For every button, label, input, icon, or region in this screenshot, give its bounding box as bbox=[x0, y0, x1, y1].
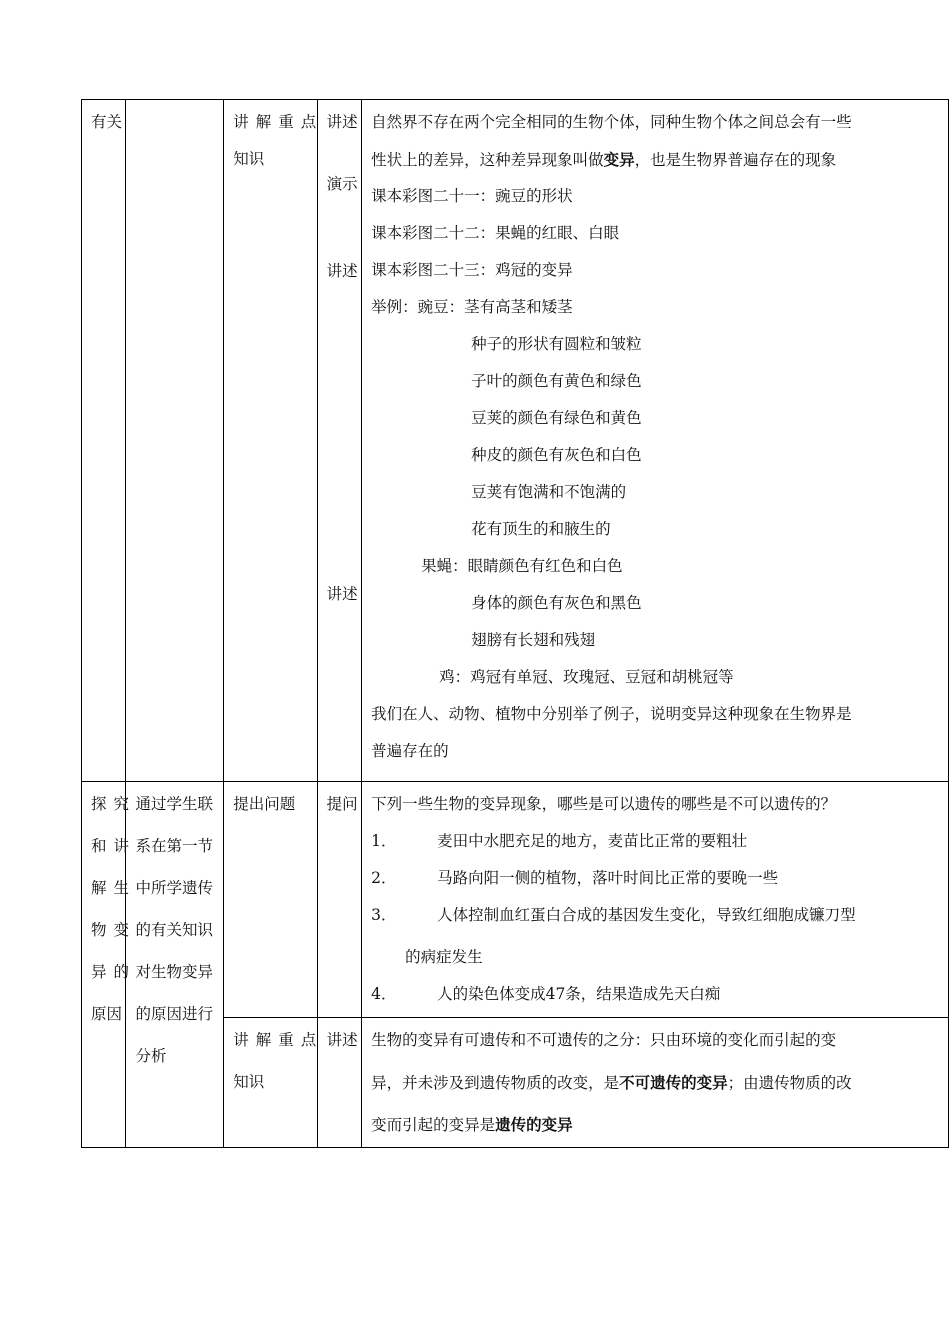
cell-content bbox=[362, 1018, 949, 1148]
content-line: 身体的颜色有灰色和黑色 bbox=[471, 594, 642, 612]
goal-text: 对生物变异 bbox=[135, 963, 213, 981]
list-item-continued: 的病症发生 bbox=[405, 948, 483, 966]
content-line: 豆荚的颜色有绿色和黄色 bbox=[471, 409, 642, 427]
content-line: 课本彩图二十三：鸡冠的变异 bbox=[371, 261, 573, 279]
lesson-table bbox=[81, 99, 949, 1148]
topic-text: 原因 bbox=[91, 1005, 123, 1023]
term-bold: 不可遗传的变异 bbox=[619, 1073, 728, 1092]
content-line: 举例：豌豆：茎有高茎和矮茎 bbox=[371, 298, 573, 316]
cell-activity bbox=[224, 782, 317, 1018]
content-line: 子叶的颜色有黄色和绿色 bbox=[471, 372, 642, 390]
cell-goal bbox=[126, 100, 224, 782]
content-text: 异，并未涉及到遗传物质的改变，是 bbox=[371, 1074, 620, 1092]
table-row bbox=[82, 100, 949, 782]
method-text: 讲述 bbox=[326, 585, 358, 603]
content-line: 果蝇：眼睛颜色有红色和白色 bbox=[421, 557, 623, 575]
content-text: ；由遗传物质的改 bbox=[727, 1074, 852, 1092]
item-text: 人的染色体变成47条，结果造成先天白痴 bbox=[437, 985, 721, 1003]
topic-text: 探究 bbox=[91, 795, 137, 813]
activity-text: 讲解重点 bbox=[233, 1031, 324, 1049]
cell-topic bbox=[82, 782, 137, 1148]
cell-content bbox=[362, 782, 949, 1018]
cell-topic bbox=[82, 100, 126, 782]
activity-text: 知识 bbox=[233, 1073, 265, 1091]
table-row bbox=[82, 782, 949, 1018]
topic-text: 物变 bbox=[91, 921, 137, 939]
item-number: 2． bbox=[371, 869, 397, 887]
item-text: 人体控制血红蛋白合成的基因发生变化，导致红细胞成镰刀型 bbox=[437, 906, 856, 924]
content-line: 翅膀有长翅和残翅 bbox=[471, 631, 596, 649]
content-line bbox=[371, 141, 940, 178]
topic-text: 异的 bbox=[91, 963, 137, 981]
item-number: 1． bbox=[371, 832, 397, 850]
list-item bbox=[371, 976, 940, 1013]
content-line: 自然界不存在两个完全相同的生物个体，同种生物个体之间总会有一些 bbox=[371, 113, 852, 131]
topic-text: 有关 bbox=[91, 113, 123, 131]
activity-text: 知识 bbox=[233, 150, 265, 168]
content-line: 普遍存在的 bbox=[371, 742, 449, 760]
goal-text: 中所学遗传 bbox=[135, 879, 213, 897]
cell-goal bbox=[126, 782, 224, 1148]
content-line: 花有顶生的和腋生的 bbox=[471, 520, 611, 538]
content-line: 课本彩图二十一：豌豆的形状 bbox=[371, 187, 573, 205]
item-number: 3． bbox=[371, 906, 397, 924]
item-text: 麦田中水肥充足的地方，麦苗比正常的要粗壮 bbox=[437, 832, 748, 850]
question-text: 下列一些生物的变异现象，哪些是可以遗传的哪些是不可以遗传的？ bbox=[371, 795, 837, 813]
content-line: 豆荚有饱满和不饱满的 bbox=[471, 483, 627, 501]
method-text: 提问 bbox=[326, 795, 358, 813]
term-bold: 变异 bbox=[603, 150, 635, 169]
activity-text: 讲解重点 bbox=[233, 113, 324, 131]
content-line: 种皮的颜色有灰色和白色 bbox=[471, 446, 642, 464]
topic-text: 解生 bbox=[91, 879, 137, 897]
method-text: 讲述 bbox=[326, 262, 358, 280]
list-item bbox=[371, 823, 940, 860]
content-line bbox=[371, 1106, 940, 1143]
method-text: 讲述 bbox=[326, 113, 358, 131]
cell-activity bbox=[224, 1018, 324, 1148]
content-line: 鸡：鸡冠有单冠、玫瑰冠、豆冠和胡桃冠等 bbox=[439, 668, 734, 686]
content-text: 性状上的差异，这种差异现象叫做 bbox=[371, 151, 604, 169]
cell-activity bbox=[224, 100, 324, 782]
item-text: 马路向阳一侧的植物，落叶时间比正常的要晚一些 bbox=[437, 869, 779, 887]
goal-text: 的有关知识 bbox=[135, 921, 213, 939]
cell-method bbox=[317, 1018, 361, 1148]
cell-method bbox=[317, 782, 361, 1018]
goal-text: 通过学生联 bbox=[135, 795, 213, 813]
content-line: 生物的变异有可遗传和不可遗传的之分：只由环境的变化而引起的变 bbox=[371, 1031, 837, 1049]
method-text: 演示 bbox=[326, 175, 358, 193]
content-text: 变而引起的变异是 bbox=[371, 1116, 496, 1134]
content-line: 课本彩图二十二：果蝇的红眼、白眼 bbox=[371, 224, 620, 242]
term-bold: 遗传的变异 bbox=[495, 1115, 573, 1134]
list-item bbox=[371, 897, 940, 934]
list-item bbox=[371, 860, 940, 897]
topic-text: 和讲 bbox=[91, 837, 137, 855]
activity-text: 提出问题 bbox=[233, 795, 296, 813]
cell-content bbox=[362, 100, 949, 782]
content-line: 我们在人、动物、植物中分别举了例子，说明变异这种现象在生物界是 bbox=[371, 705, 852, 723]
item-number: 4． bbox=[371, 985, 397, 1003]
goal-text: 系在第一节 bbox=[135, 837, 213, 855]
goal-text: 的原因进行 bbox=[135, 1005, 213, 1023]
method-text: 讲述 bbox=[326, 1031, 358, 1049]
cell-method bbox=[317, 100, 361, 782]
content-line: 种子的形状有圆粒和皱粒 bbox=[471, 335, 642, 353]
content-line bbox=[371, 1064, 940, 1101]
goal-text: 分析 bbox=[135, 1047, 167, 1065]
content-text: ，也是生物界普遍存在的现象 bbox=[634, 151, 837, 169]
